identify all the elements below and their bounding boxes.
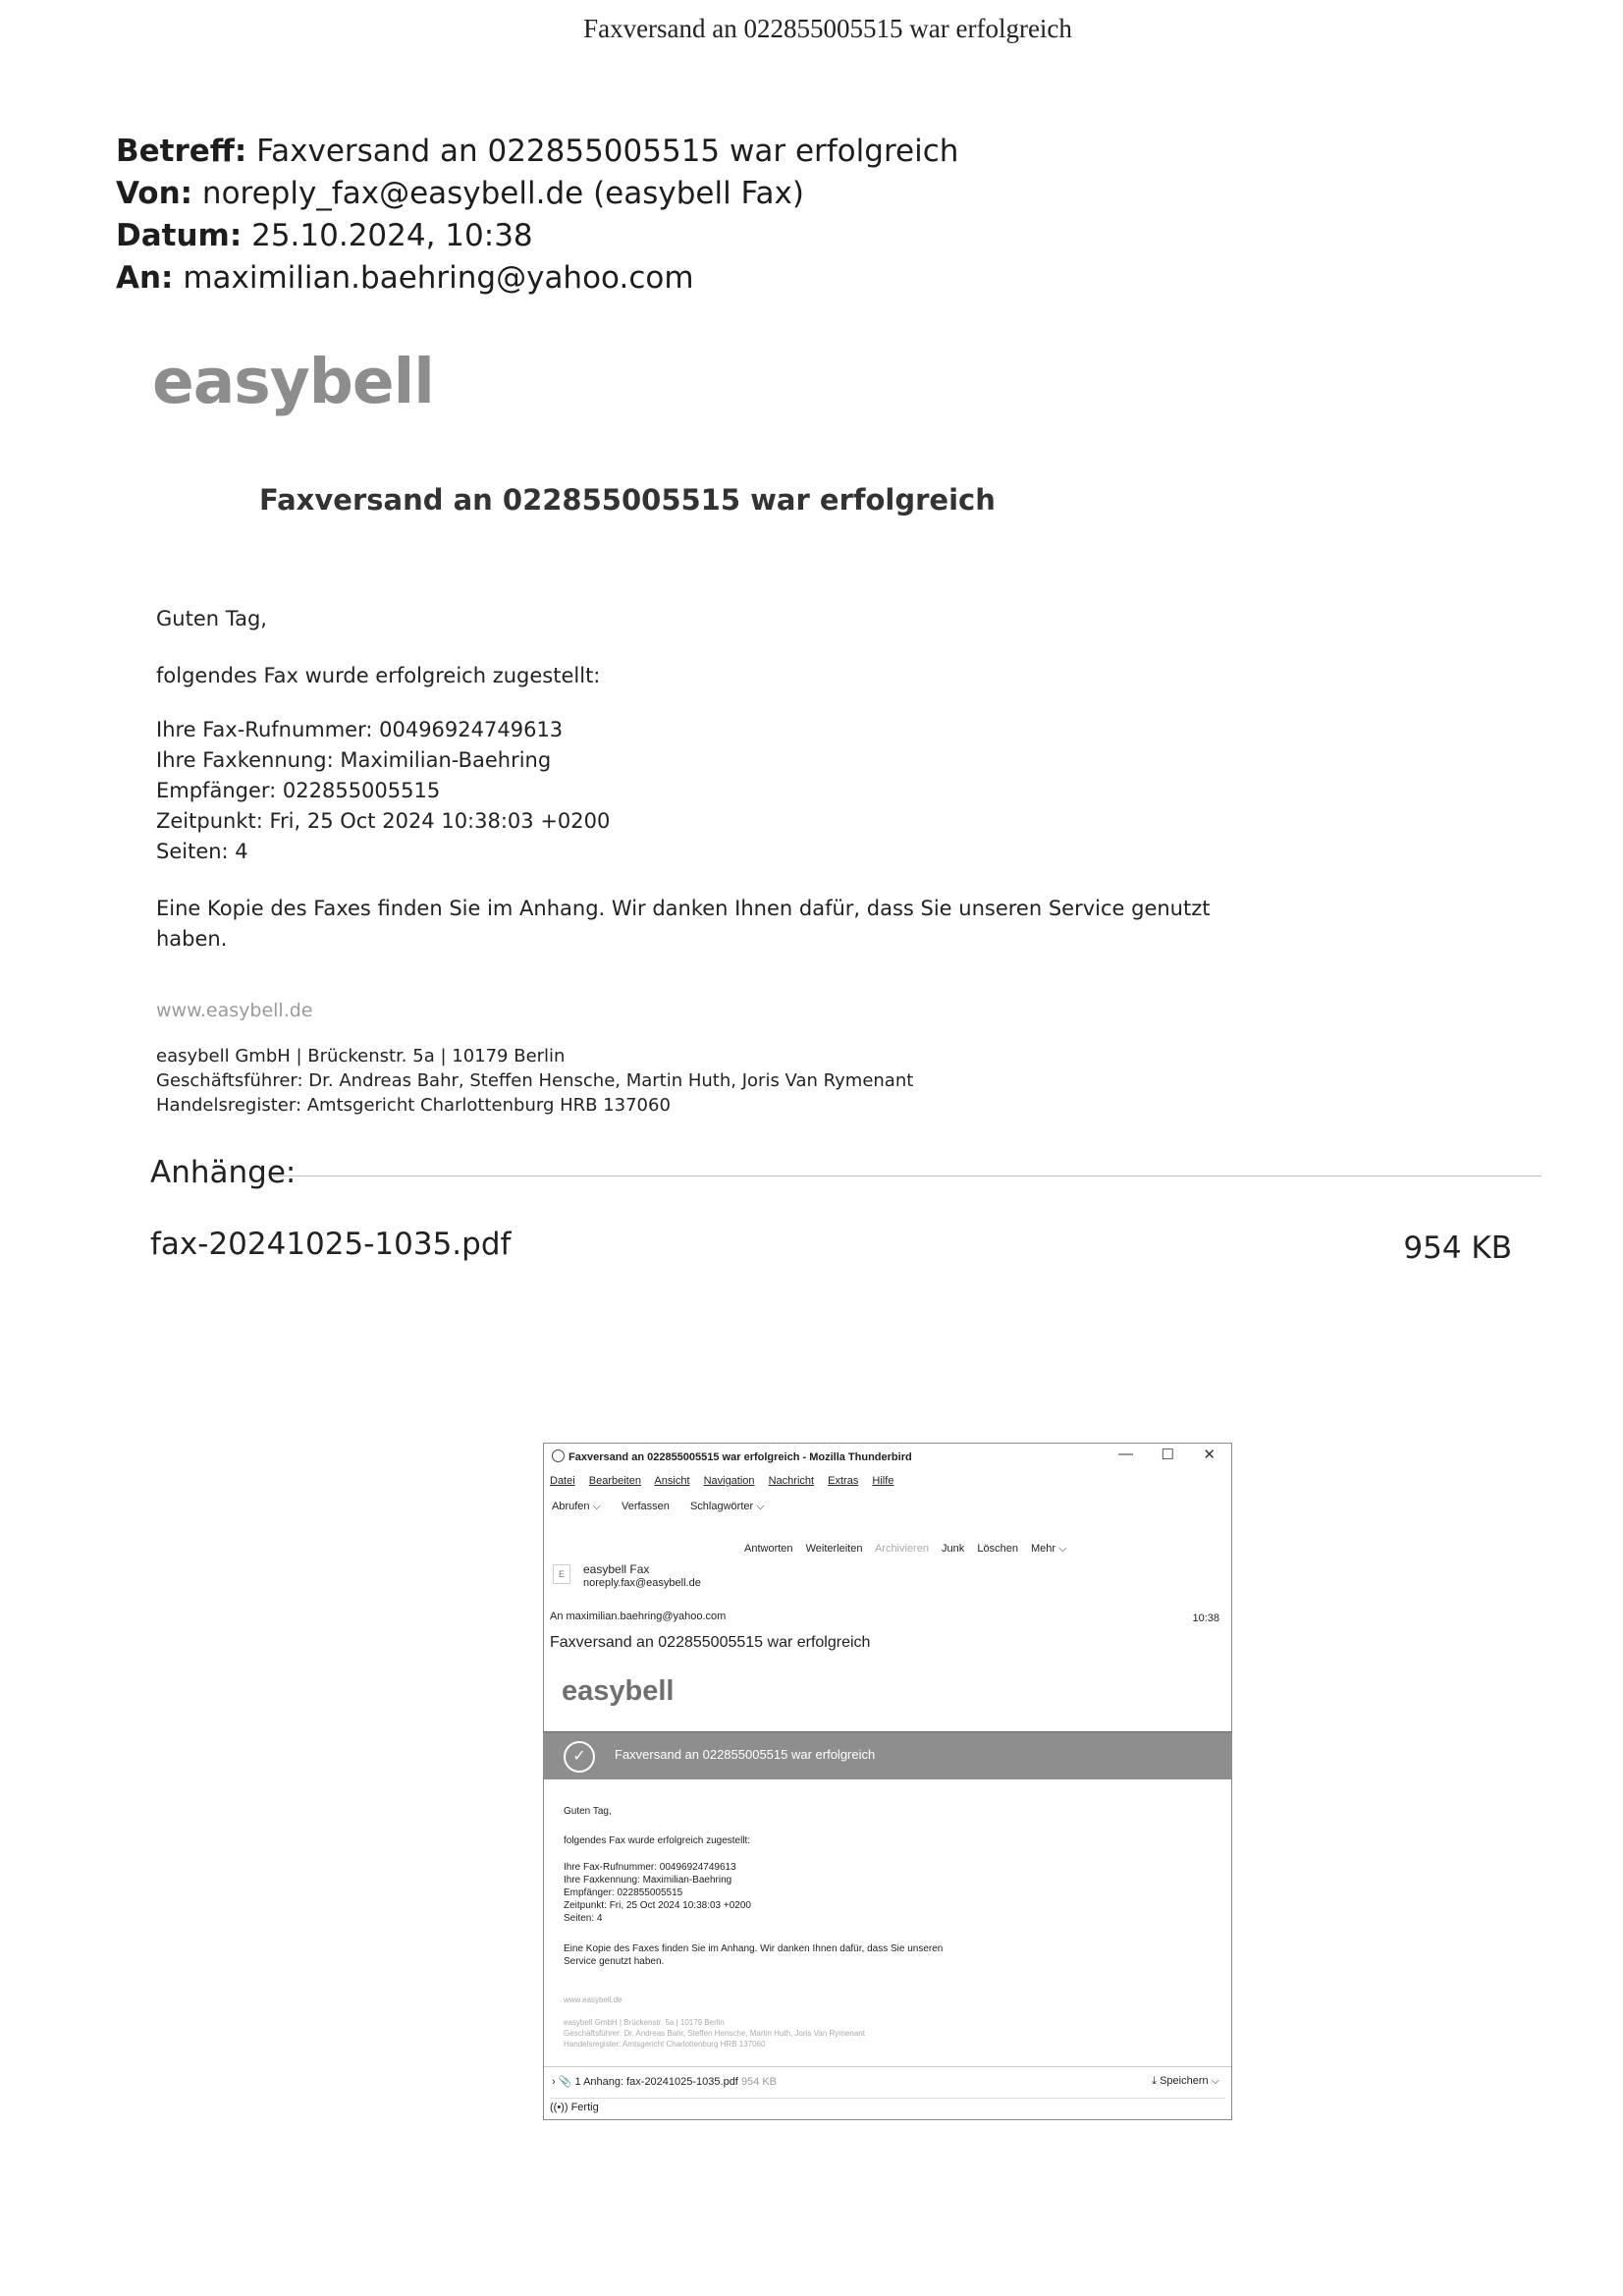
tb-closing-line-1: Eine Kopie des Faxes finden Sie im Anhang. Wir danken Ihnen dafür, dass Sie unseren bbox=[564, 1943, 944, 1954]
to-value: maximilian.baehring@yahoo.com bbox=[183, 260, 694, 296]
attachment-file-name[interactable]: fax-20241025-1035.pdf bbox=[150, 1227, 512, 1262]
tb-window-title bbox=[552, 1449, 912, 1463]
tb-greeting: Guten Tag, bbox=[564, 1806, 612, 1817]
closing-text bbox=[156, 894, 1210, 955]
tb-sender-name[interactable]: easybell Fax bbox=[583, 1562, 650, 1576]
detail-recipient: Empfänger: 022855005515 bbox=[156, 779, 441, 802]
tb-message-time: 10:38 bbox=[1192, 1613, 1219, 1624]
connection-icon: ((•)) bbox=[550, 2102, 568, 2113]
tb-footer-address: easybell GmbH | Brückenstr. 5a | 10179 Berlin bbox=[564, 2018, 725, 2027]
tb-footer-directors: Geschäftsführer: Dr. Andreas Bahr, Steffen Hensche, Martin Huth, Joris Van Rymenant bbox=[564, 2029, 865, 2038]
reply-button[interactable]: Antworten bbox=[744, 1543, 793, 1555]
subject-value: Faxversand an 022855005515 war erfolgreich bbox=[256, 134, 959, 169]
tb-window-title-text: Faxversand an 022855005515 war erfolgreich - Mozilla Thunderbird bbox=[568, 1451, 912, 1463]
tb-closing bbox=[564, 1942, 943, 1968]
company-footer bbox=[156, 1044, 913, 1118]
tb-status-bar bbox=[550, 2098, 1225, 2113]
tb-subject: Faxversand an 022855005515 war erfolgreich bbox=[550, 1634, 871, 1651]
get-mail-button[interactable]: Abrufen ⌵ bbox=[552, 1501, 601, 1512]
greeting: Guten Tag, bbox=[156, 607, 267, 630]
tb-attachment-name[interactable]: 1 Anhang: fax-20241025-1035.pdf bbox=[574, 2076, 738, 2088]
tb-intro: folgendes Fax wurde erfolgreich zugestellt: bbox=[564, 1835, 751, 1846]
footer-register: Handelsregister: Amtsgericht Charlottenburg HRB 137060 bbox=[156, 1095, 671, 1116]
thunderbird-app-icon bbox=[552, 1449, 565, 1462]
date-value: 25.10.2024, 10:38 bbox=[251, 218, 533, 253]
footer-website-link[interactable]: www.easybell.de bbox=[156, 1000, 313, 1021]
fax-details bbox=[156, 715, 610, 867]
tb-attachment-item[interactable] bbox=[552, 2075, 777, 2088]
menu-extras[interactable]: Extras bbox=[828, 1475, 859, 1487]
to-label: An: bbox=[116, 260, 174, 296]
menu-navigation[interactable]: Navigation bbox=[703, 1475, 755, 1487]
tb-menubar bbox=[550, 1475, 904, 1487]
from-label: Von: bbox=[116, 176, 193, 211]
tb-detail-fax-number: Ihre Fax-Rufnummer: 00496924749613 bbox=[564, 1862, 736, 1873]
closing-line-1: Eine Kopie des Faxes finden Sie im Anhang. Wir danken Ihnen dafür, dass Sie unseren Service genutzt bbox=[156, 897, 1211, 920]
tb-easybell-logo: easybell bbox=[562, 1675, 675, 1707]
tb-detail-timestamp: Zeitpunkt: Fri, 25 Oct 2024 10:38:03 +0200 bbox=[564, 1900, 751, 1911]
easybell-logo: easybell bbox=[152, 346, 434, 417]
footer-directors: Geschäftsführer: Dr. Andreas Bahr, Steffen Hensche, Martin Huth, Joris Van Rymenant bbox=[156, 1070, 914, 1091]
tb-footer-register: Handelsregister: Amtsgericht Charlottenburg HRB 137060 bbox=[564, 2040, 766, 2049]
subject-label: Betreff: bbox=[116, 134, 247, 169]
minimize-icon[interactable]: — bbox=[1118, 1446, 1133, 1462]
junk-button[interactable]: Junk bbox=[942, 1543, 965, 1555]
save-button-label: Speichern ⌵ bbox=[1160, 2075, 1219, 2087]
menu-bearbeiten[interactable]: Bearbeiten bbox=[588, 1475, 641, 1487]
detail-pages: Seiten: 4 bbox=[156, 840, 248, 863]
email-header bbox=[116, 131, 958, 300]
maximize-icon[interactable]: ☐ bbox=[1161, 1447, 1174, 1463]
archive-button[interactable]: Archivieren bbox=[874, 1543, 929, 1555]
tb-footer bbox=[564, 2017, 865, 2050]
success-banner-text: Faxversand an 022855005515 war erfolgreich bbox=[615, 1747, 876, 1762]
delete-button[interactable]: Löschen bbox=[977, 1543, 1018, 1555]
chevron-right-icon[interactable]: › bbox=[552, 2076, 556, 2088]
tb-closing-line-2: Service genutzt haben. bbox=[564, 1956, 665, 1967]
save-button[interactable] bbox=[1152, 2075, 1219, 2088]
date-label: Datum: bbox=[116, 218, 243, 253]
attachments-label: Anhänge: bbox=[150, 1155, 297, 1190]
detail-fax-number: Ihre Fax-Rufnummer: 00496924749613 bbox=[156, 718, 564, 741]
tags-button[interactable]: Schlagwörter ⌵ bbox=[689, 1501, 765, 1512]
from-value: noreply_fax@easybell.de (easybell Fax) bbox=[201, 176, 804, 211]
tb-recipient: An maximilian.baehring@yahoo.com bbox=[550, 1611, 727, 1622]
detail-timestamp: Zeitpunkt: Fri, 25 Oct 2024 10:38:03 +0200 bbox=[156, 809, 611, 833]
print-header-title: Faxversand an 022855005515 war erfolgreich bbox=[583, 14, 1072, 43]
forward-button[interactable]: Weiterleiten bbox=[805, 1543, 863, 1555]
paperclip-icon: 📎 bbox=[558, 2076, 572, 2088]
tb-message-actions bbox=[744, 1543, 1076, 1556]
sender-avatar: E bbox=[553, 1564, 570, 1584]
closing-line-2: haben. bbox=[156, 927, 228, 951]
tb-status-text: Fertig bbox=[570, 2102, 599, 2113]
intro-text: folgendes Fax wurde erfolgreich zugestellt: bbox=[156, 664, 601, 687]
more-button[interactable]: Mehr ⌵ bbox=[1031, 1543, 1067, 1555]
tb-main-toolbar bbox=[552, 1501, 783, 1513]
menu-nachricht[interactable]: Nachricht bbox=[768, 1475, 815, 1487]
detail-fax-id: Ihre Faxkennung: Maximilian-Baehring bbox=[156, 748, 552, 772]
thunderbird-screenshot bbox=[543, 1443, 1232, 2120]
attachments-divider bbox=[273, 1175, 1542, 1176]
mail-heading: Faxversand an 022855005515 war erfolgreich bbox=[259, 483, 996, 517]
close-icon[interactable]: ✕ bbox=[1203, 1447, 1216, 1463]
tb-detail-pages: Seiten: 4 bbox=[564, 1913, 603, 1924]
tb-sender-address[interactable]: noreply.fax@easybell.de bbox=[583, 1577, 701, 1589]
tb-detail-recipient: Empfänger: 022855005515 bbox=[564, 1887, 683, 1898]
compose-button[interactable]: Verfassen bbox=[621, 1501, 670, 1512]
tb-attachment-size: 954 KB bbox=[740, 2076, 778, 2088]
tb-footer-link[interactable]: www.easybell.de bbox=[564, 1995, 622, 2004]
menu-ansicht[interactable]: Ansicht bbox=[654, 1475, 690, 1487]
attachment-file-size: 954 KB bbox=[1403, 1230, 1512, 1266]
check-icon: ✓ bbox=[564, 1741, 595, 1773]
menu-datei[interactable]: Datei bbox=[550, 1475, 575, 1487]
download-icon: ⤓ bbox=[1152, 2075, 1157, 2087]
menu-hilfe[interactable]: Hilfe bbox=[872, 1475, 894, 1487]
tb-fax-details bbox=[564, 1861, 751, 1925]
footer-address: easybell GmbH | Brückenstr. 5a | 10179 Berlin bbox=[156, 1046, 566, 1066]
tb-detail-fax-id: Ihre Faxkennung: Maximilian-Baehring bbox=[564, 1875, 732, 1886]
